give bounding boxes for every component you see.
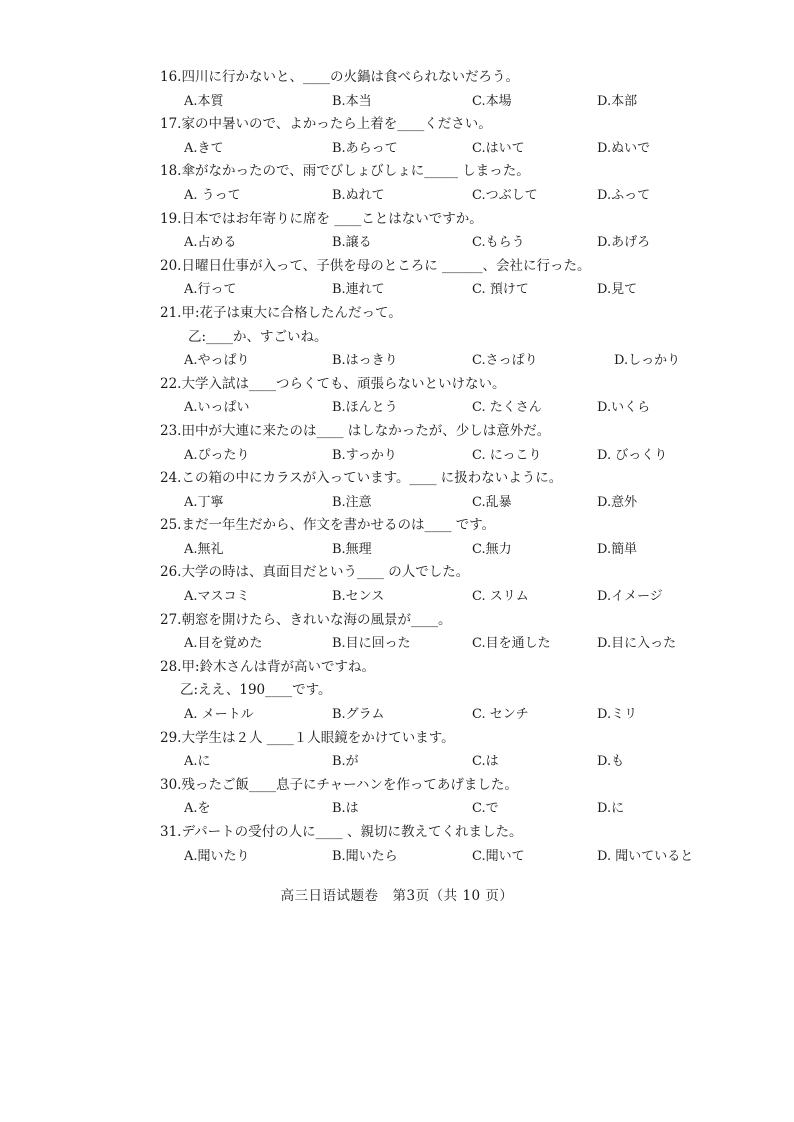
option-a: A.目を覚めた	[184, 636, 263, 652]
option-row	[160, 231, 720, 255]
option-b: B.聞いたら	[332, 848, 398, 864]
option-d: D.も	[597, 754, 625, 770]
option-row	[160, 137, 720, 161]
option-d: D.簡単	[597, 541, 638, 557]
option-c: C.で	[472, 801, 499, 817]
option-d: D.イメージ	[597, 589, 663, 605]
option-a: A.丁寧	[184, 494, 224, 510]
option-row	[160, 396, 720, 420]
question-29	[160, 727, 720, 774]
question-subtext: 乙:____か、すごいね。	[188, 328, 328, 345]
option-b: B.ぬれて	[332, 187, 385, 203]
option-d: D.ミリ	[597, 707, 638, 723]
question-text: 26.大学の時は、真面目だという____ の人でした。	[160, 564, 470, 581]
question-22	[160, 373, 720, 420]
option-d: D.しっかり	[614, 353, 681, 369]
option-row	[160, 585, 720, 609]
question-31	[160, 821, 720, 868]
option-d: D.ぬいで	[597, 140, 651, 156]
option-row	[160, 703, 720, 727]
option-d: D.ふって	[597, 187, 651, 203]
question-text: 29.大学生は２人 ____１人眼鏡をかけています。	[160, 729, 455, 746]
option-row	[160, 632, 720, 656]
question-text: 21.甲:花子は東大に合格したんだって。	[160, 304, 402, 321]
option-b: B.無理	[332, 541, 372, 557]
question-text: 22.大学入試は____つらくても、頑張らないといけない。	[160, 375, 506, 392]
question-text: 31.デパートの受付の人に____ 、親切に教えてくれました。	[160, 824, 523, 840]
option-a: A.を	[184, 801, 211, 817]
question-21	[160, 302, 720, 373]
option-c: C.もらう	[472, 235, 525, 251]
option-b: B.すっかり	[332, 447, 397, 463]
option-c: C.本場	[472, 93, 512, 109]
question-text: 30.残ったご飯____息子にチャーハンを作ってあげました。	[160, 776, 518, 793]
question-text: 18.傘がなかったので、雨でびしょびしょに_____ しまった。	[160, 163, 530, 180]
question-text: 28.甲:鈴木さんは背が高いですね。	[160, 658, 376, 675]
question-24	[160, 467, 720, 514]
question-17	[160, 113, 720, 160]
option-c: C.はいて	[472, 140, 525, 156]
option-b: B.注意	[332, 494, 372, 510]
question-19	[160, 208, 720, 255]
option-b: B.本当	[332, 93, 372, 109]
option-row	[160, 184, 720, 208]
option-c: C.さっぱり	[472, 353, 538, 369]
option-row	[160, 750, 720, 774]
option-c: C. にっこり	[472, 447, 542, 463]
option-b: B.は	[332, 801, 359, 817]
question-subtext: 乙:ええ、190____です。	[180, 682, 332, 699]
option-c: C. たくさん	[472, 400, 542, 416]
question-text: 27.朝窓を開けたら、きれいな海の風景が____。	[160, 611, 452, 628]
question-30	[160, 774, 720, 821]
option-row	[160, 797, 720, 821]
option-row	[160, 845, 720, 869]
option-d: D.意外	[597, 494, 638, 510]
option-d: D. びっくり	[597, 447, 668, 463]
option-b: B.目に回った	[332, 636, 411, 652]
option-a: A.やっぱり	[184, 353, 250, 369]
option-a: A. うって	[184, 187, 241, 203]
option-c: C.聞いて	[472, 848, 525, 864]
option-a: A.聞いたり	[184, 848, 250, 864]
option-d: D.本部	[597, 93, 638, 109]
option-a: A.行って	[184, 282, 237, 298]
question-28	[160, 656, 720, 727]
option-a: A.いっぱい	[184, 400, 250, 416]
option-d: D.見て	[597, 282, 638, 298]
question-25	[160, 514, 720, 561]
option-a: A.無礼	[184, 541, 224, 557]
option-d: D. 聞いていると	[597, 848, 694, 864]
option-c: C.乱暴	[472, 494, 512, 510]
option-c: C. センチ	[472, 707, 529, 723]
question-16	[160, 66, 720, 113]
option-b: B.センス	[332, 589, 385, 605]
option-d: D.に	[597, 801, 625, 817]
option-d: D.いくら	[597, 400, 651, 416]
option-row	[160, 349, 720, 373]
option-b: B.グラム	[332, 707, 385, 723]
option-row	[160, 538, 720, 562]
question-26	[160, 561, 720, 608]
question-18	[160, 160, 720, 207]
option-row	[160, 491, 720, 515]
option-c: C. 預けて	[472, 282, 529, 298]
option-a: A.きて	[184, 140, 224, 156]
question-list	[160, 66, 720, 868]
page-footer: 高三日语试题卷 第3页（共 10 页）	[280, 888, 514, 904]
option-a: A.に	[184, 754, 211, 770]
option-d: D.あげろ	[597, 235, 651, 251]
option-row	[160, 444, 720, 468]
option-c: C.つぶして	[472, 187, 538, 203]
option-row	[160, 90, 720, 114]
option-c: C. スリム	[472, 589, 529, 605]
option-b: B.ほんとう	[332, 400, 398, 416]
option-b: B.はっきり	[332, 353, 398, 369]
option-b: B.あらって	[332, 140, 398, 156]
question-text: 16.四川に行かないと、____の火鍋は食べられないだろう。	[160, 69, 519, 85]
question-text: 24.この箱の中にカラスが入っています。____ に扱わないように。	[160, 470, 563, 487]
option-a: A.ぴったり	[184, 447, 250, 463]
option-row	[160, 278, 720, 302]
question-27	[160, 609, 720, 656]
question-23	[160, 420, 720, 467]
option-b: B.連れて	[332, 282, 385, 298]
question-20	[160, 255, 720, 302]
question-text: 19.日本ではお年寄りに席を ____ことはないですか。	[160, 210, 483, 227]
option-b: B.が	[332, 754, 359, 770]
option-a: A.占める	[184, 235, 237, 251]
question-text: 23.田中が大連に来たのは____ はしなかったが、少しは意外だ。	[160, 422, 551, 439]
question-text: 25.まだ一年生だから、作文を書かせるのは____ です。	[160, 517, 496, 534]
option-a: A.マスコミ	[184, 589, 250, 605]
option-c: C.は	[472, 754, 499, 770]
question-text: 17.家の中暑いので、よかったら上着を____ください。	[160, 116, 492, 133]
option-c: C.無力	[472, 541, 512, 557]
option-d: D.目に入った	[597, 636, 677, 652]
option-a: A. メートル	[184, 707, 254, 723]
question-text: 20.日曜日仕事が入って、子供を母のところに ______、会社に行った。	[160, 257, 591, 274]
option-c: C.目を通した	[472, 636, 551, 652]
option-a: A.本質	[184, 93, 224, 109]
option-b: B.譲る	[332, 235, 372, 251]
